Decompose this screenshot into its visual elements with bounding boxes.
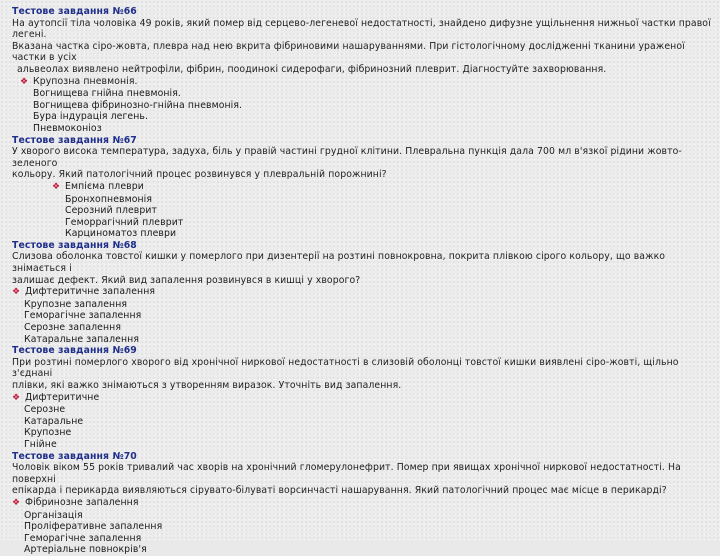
- q70-text-line-1: Чоловік віком 55 років тривалий час хворів на хронічний гломерулонефрит. Помер при явищах хронічної ниркової недостатності. На поверхні: [12, 462, 681, 485]
- q70-text-line-2: епікарда і перикарда виявляються сірувато-білуваті ворсинчасті нашарування. Який патологічний процес має місце в перикарді?: [12, 485, 667, 497]
- q66-option-a: ❖ Крупозна пневмонія.: [20, 75, 138, 87]
- q67-option-e: Карциноматоз плеври: [65, 228, 177, 240]
- q69-option-c: Катаральне: [24, 415, 84, 427]
- q68-option-a: ❖ Дифтеритичне запалення: [12, 286, 156, 298]
- q68-option-e: Катаральне запалення: [24, 333, 140, 345]
- q67-text-line-2: кольору. Який патологічний процес розвинувся у плевральній порожнині?: [12, 169, 387, 181]
- q68-option-b: Крупозне запалення: [24, 298, 128, 310]
- q69-text-line-2: плівки, які важко знімаються з утворенням виразок. Уточніть вид запалення.: [12, 380, 402, 391]
- q69-text-line-1: При розтині померлого хворого від хронічної ниркової недостатності в слизовій оболонці товстої кишки виявлені сіро-жовті, щільно з'єднані: [12, 356, 679, 380]
- q70-option-d: Геморагічне запалення: [24, 532, 142, 544]
- q68-text-line-2: залишає дефект. Який вид запалення розвинувся в кишці у хворого?: [12, 274, 361, 286]
- q66-option-e: Пневмоконіоз: [33, 122, 102, 134]
- q70-option-a: ❖ Фібринозне запалення: [12, 496, 139, 508]
- q68-option-c: Геморагічне запалення: [24, 310, 142, 322]
- q66-text-line-3: альвеолах виявлено нейтрофіли, фібрин, поодинокі сидерофаги, фібринозний плеврит. Діагностуйте захворювання.: [17, 63, 607, 75]
- answer-marker-icon: ❖: [52, 181, 61, 192]
- q70-option-e: Артеріальне повнокрів'я: [24, 544, 147, 556]
- test-content: [12, 6, 712, 556]
- q69-option-b: Серозне: [24, 404, 66, 416]
- q69-option-d: Крупозне: [24, 427, 72, 439]
- q68-title: Тестове завдання №68: [12, 239, 137, 251]
- q70-option-b: Організація: [24, 509, 83, 521]
- q67-option-b: Бронхопневмонія: [65, 193, 153, 205]
- q66-title: Тестове завдання №66: [12, 6, 137, 17]
- q67-text-line-1: У хворого висока температура, задуха, біль у правій частині грудної клітини. Плевральна пункція дала 700 мл в'язкої рідини жовто-зеленого: [12, 146, 682, 169]
- answer-marker-icon: ❖: [20, 76, 29, 87]
- q66-text-line-1: На аутопсії тіла чоловіка 49 років, який помер від серцево-легеневої недостатності, знайдено дифузне ущільнення нижньої частки правої легені.: [12, 17, 711, 41]
- q70-option-c: Проліферативне запалення: [24, 521, 163, 533]
- q67-title: Тестове завдання №67: [12, 134, 137, 146]
- q68-text-line-1: Слизова оболонка товстої кишки у померлого при дизентерії на розтині повнокровна, покрита плівкою сірого кольору, що важко знімається і: [12, 251, 666, 275]
- answer-marker-icon: ❖: [12, 287, 21, 298]
- q69-title: Тестове завдання №69: [12, 345, 137, 357]
- q66-text-line-2: Вказана частка сіро-жовта, плевра над нею вкрита фібриновими нашаруваннями. При гістологічному дослідженні тканини ураженої частки в усіх: [12, 40, 685, 64]
- answer-marker-icon: ❖: [12, 497, 21, 508]
- q66-option-c: Вогнищева фібринозно-гнійна пневмонія.: [33, 99, 243, 111]
- q67-option-c: Серозний плеврит: [65, 205, 158, 217]
- q67-option-d: Геморрагічний плеврит: [65, 216, 184, 228]
- q70-title: Тестове завдання №70: [12, 450, 137, 462]
- q69-option-a: ❖ Дифтеритичне: [12, 391, 100, 403]
- answer-marker-icon: ❖: [12, 392, 21, 403]
- q67-option-a: ❖ Емпієма плеври: [52, 180, 144, 192]
- q66-option-b: Вогнищева гнійна пневмонія.: [33, 88, 181, 100]
- q66-option-d: Бура індурація легень.: [33, 111, 149, 123]
- q69-option-e: Гнійне: [24, 438, 57, 450]
- q68-option-d: Серозне запалення: [24, 322, 122, 334]
